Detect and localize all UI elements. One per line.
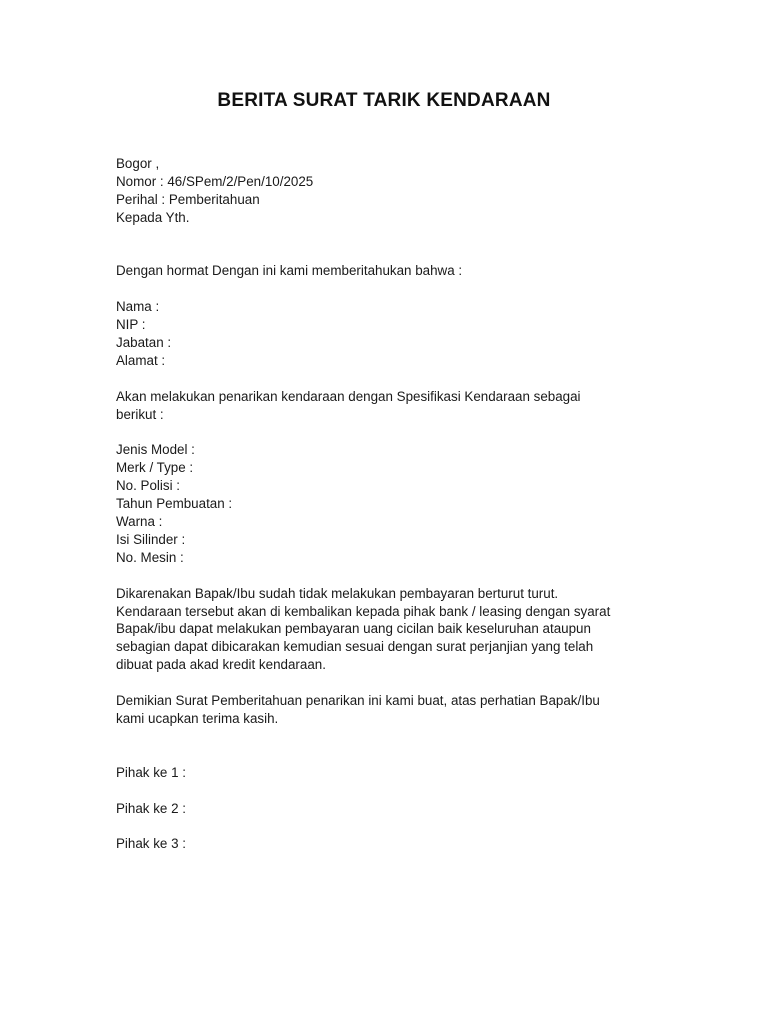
party-3: Pihak ke 3 : [116, 836, 186, 852]
reason-line: Kendaraan tersebut akan di kembalikan kepada pihak bank / leasing dengan syarat [116, 603, 611, 619]
field-merk-type: Merk / Type : [116, 460, 194, 476]
spacer [116, 728, 656, 764]
closing-line: kami ucapkan terima kasih. [116, 711, 279, 726]
vehicle-intro-line: Akan melakukan penarikan kendaraan dengan Spesifikasi Kendaraan sebagai [116, 388, 581, 404]
spacer [116, 782, 656, 800]
letter-recipient: Kepada Yth. [116, 209, 190, 225]
document-title: BERITA SURAT TARIK KENDARAAN [217, 90, 551, 111]
vehicle-intro-line: berikut : [116, 406, 164, 422]
letter-subject: Perihal : Pemberitahuan [116, 191, 260, 207]
party-1: Pihak ke 1 : [116, 764, 186, 780]
field-no-mesin: No. Mesin : [116, 549, 184, 565]
field-nama: Nama : [116, 299, 160, 315]
spacer [116, 817, 656, 835]
spacer [116, 280, 656, 298]
letter-opening: Dengan hormat Dengan ini kami memberitahukan bahwa : [116, 263, 463, 279]
reason-line: Dikarenakan Bapak/Ibu sudah tidak melakukan pembayaran berturut turut. [116, 585, 559, 601]
spacer [116, 370, 656, 388]
field-nip: NIP : [116, 317, 146, 333]
field-isi-silinder: Isi Silinder : [116, 531, 186, 547]
letter-place: Bogor , [116, 156, 160, 171]
spacer [116, 424, 656, 442]
reason-line: dibuat pada akad kredit kendaraan. [116, 657, 326, 673]
letter-body [116, 155, 656, 853]
spacer [116, 567, 656, 585]
reason-line: sebagian dapat dibicarakan kemudian sesuai dengan surat perjanjian yang telah [116, 639, 594, 655]
letter-number: Nomor : 46/SPem/2/Pen/10/2025 [116, 173, 314, 189]
field-jenis-model: Jenis Model : [116, 442, 195, 458]
field-warna: Warna : [116, 514, 163, 530]
closing-line: Demikian Surat Pemberitahuan penarikan ini kami buat, atas perhatian Bapak/Ibu [116, 693, 600, 709]
spacer [116, 674, 656, 692]
field-alamat: Alamat : [116, 352, 166, 368]
field-tahun-pembuatan: Tahun Pembuatan : [116, 496, 233, 512]
party-2: Pihak ke 2 : [116, 800, 186, 816]
reason-line: Bapak/ibu dapat melakukan pembayaran uang cicilan baik keseluruhan ataupun [116, 621, 591, 637]
spacer [116, 227, 656, 263]
field-no-polisi: No. Polisi : [116, 478, 180, 494]
field-jabatan: Jabatan : [116, 335, 172, 351]
